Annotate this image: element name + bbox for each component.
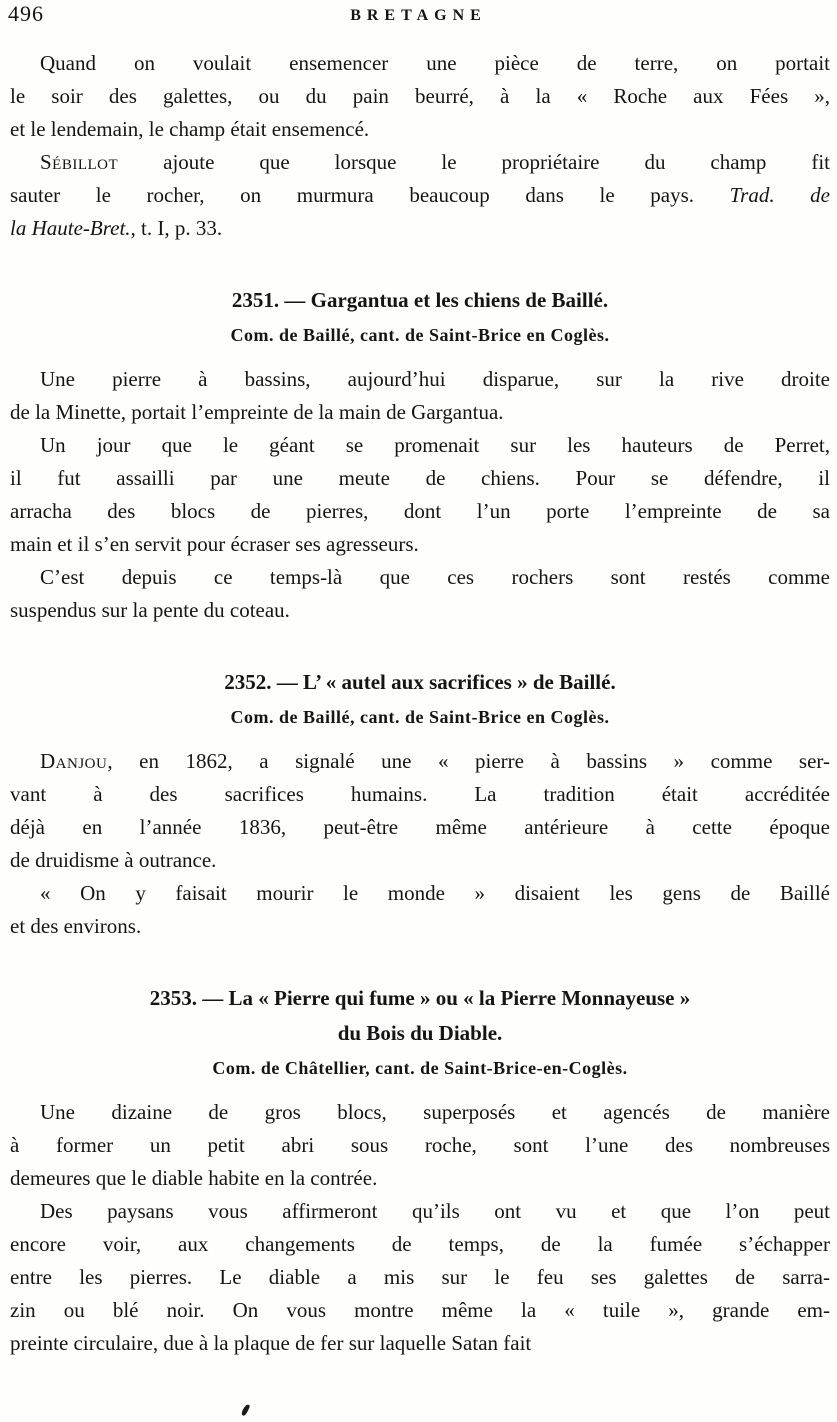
entry-subtitle: Com. de Baillé, cant. de Saint-Brice en Coglès. [230,325,610,345]
text-line [10,146,830,179]
entry-title-line1: 2353. — La « Pierre qui fume » ou « la Pierre Monnayeuse » [149,986,691,1010]
line-text: , en 1862, a signalé une « pierre à bassins » comme ser- [107,749,830,773]
text-line [10,212,830,245]
text-line: déjà en l’année 1836, peut-être même antérieure à cette époque [10,815,830,839]
text-line: à former un petit abri sous roche, sont l’une des nombreuses [10,1133,830,1157]
citation-italic: la Haute-Bret., [10,216,136,240]
text-line: preinte circulaire, due à la plaque de fer sur laquelle Satan fait [10,1331,532,1355]
text-line: « On y faisait mourir le monde » disaient les gens de Baillé [40,881,830,905]
entry-title: 2352. — L’ « autel aux sacrifices » de Baillé. [224,670,616,694]
paragraph [10,877,830,943]
text-line: Quand on voulait ensemencer une pièce de terre, on portait [40,51,830,75]
text-line: arracha des blocs de pierres, dont l’un porte l’empreinte de sa [10,499,830,523]
entry-title: 2351. — Gargantua et les chiens de Baillé. [231,288,609,312]
text-line: le soir des galettes, ou du pain beurré, à la « Roche aux Fées », [10,84,830,108]
paragraph [10,363,830,429]
paragraph [10,561,830,627]
paragraph [10,146,830,245]
text-line: Une pierre à bassins, aujourd’hui disparue, sur la rive droite [40,367,830,391]
text-line: Une dizaine de gros blocs, superposés et agencés de manière [40,1100,830,1124]
text-line: Un jour que le géant se promenait sur les hauteurs de Perret, [40,433,830,457]
text-line [10,745,830,778]
text-line: Des paysans vous affirmeront qu’ils ont vu et que l’on peut [40,1199,830,1223]
line-text: sauter le rocher, on murmura beaucoup dans le pays. [10,183,730,207]
entry-2353 [10,981,830,1360]
text-line: demeures que le diable habite en la contrée. [10,1166,378,1190]
citation-italic: Trad. de [729,183,830,207]
entry-heading [10,665,830,730]
text-line: vant à des sacrifices humains. La tradition était accréditée [10,782,830,806]
entry-body [10,1096,830,1360]
page-number: 496 [8,1,44,26]
paragraph [10,1096,830,1195]
entry-body [10,363,830,627]
text-line: suspendus sur la pente du coteau. [10,598,290,622]
paragraph [10,47,830,146]
text-line: et le lendemain, le champ était ensemencé. [10,117,370,141]
text-line: zin ou blé noir. On vous montre même la « tuile », grande em- [10,1298,830,1322]
paragraph [10,745,830,877]
intro-section [10,47,830,245]
entry-heading [10,283,830,348]
page-body [0,47,837,1360]
entry-2351 [10,283,830,627]
ink-mark [241,1404,251,1417]
entry-body [10,745,830,943]
text-line [10,179,830,212]
paragraph [10,1195,830,1360]
text-line: encore voir, aux changements de temps, de la fumée s’échapper [10,1232,830,1256]
smallcaps-author-danjou: Danjou [40,749,108,773]
text-line: entre les pierres. Le diable a mis sur le feu ses galettes de sarra- [10,1265,830,1289]
text-line: C’est depuis ce temps-là que ces rochers sont restés comme [40,565,830,589]
text-line: main et il s’en servit pour écraser ses agresseurs. [10,532,419,556]
paragraph [10,429,830,561]
line-text: ajoute que lorsque le propriétaire du champ fit [118,150,830,174]
entry-heading [10,981,830,1081]
smallcaps-author-sebillot: Sébillot [40,150,119,174]
page-header [0,0,837,37]
text-line: et des environs. [10,914,142,938]
running-head: BRETAGNE [350,7,487,24]
text-line: il fut assailli par une meute de chiens. Pour se défendre, il [10,466,830,490]
entry-2352 [10,665,830,943]
citation-page-ref: t. I, p. 33. [135,216,223,240]
entry-title-line2: du Bois du Diable. [337,1021,503,1045]
text-line: de druidisme à outrance. [10,848,217,872]
entry-subtitle: Com. de Châtellier, cant. de Saint-Brice-en-Coglès. [212,1058,628,1078]
entry-subtitle: Com. de Baillé, cant. de Saint-Brice en Coglès. [230,707,610,727]
text-line: de la Minette, portait l’empreinte de la main de Gargantua. [10,400,504,424]
